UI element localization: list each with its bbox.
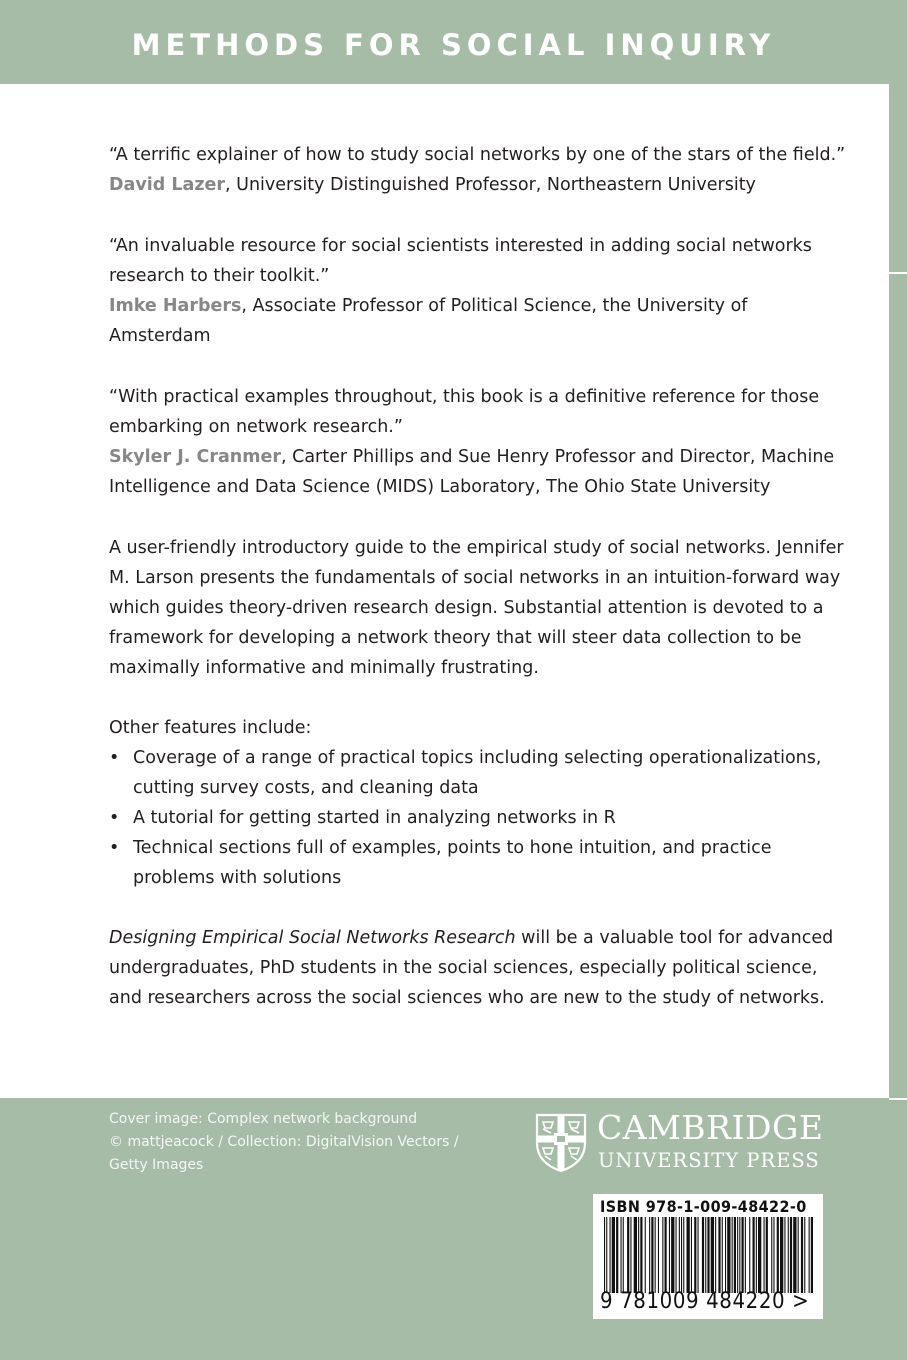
barcode-bar — [669, 1217, 670, 1293]
publisher-name: CAMBRIDGE — [597, 1108, 824, 1147]
barcode-bar — [681, 1217, 682, 1293]
barcode-bars — [604, 1217, 814, 1293]
endorser-name: Imke Harbers — [109, 296, 242, 316]
barcode-bar — [616, 1217, 618, 1293]
university-crest-icon — [535, 1113, 587, 1173]
barcode-bar — [811, 1217, 813, 1293]
barcode-bar — [698, 1217, 699, 1293]
barcode-bar — [725, 1217, 726, 1293]
endorsement — [109, 140, 849, 200]
series-title: METHODS FOR SOCIAL INQUIRY — [131, 28, 776, 62]
barcode-bar — [798, 1217, 799, 1293]
barcode-bar — [780, 1217, 783, 1293]
barcode-bar — [676, 1217, 677, 1293]
endorsement-quote: “An invaluable resource for social scientists interested in adding social networks research to their toolkit.” — [109, 236, 812, 286]
barcode-bar — [739, 1217, 740, 1293]
text-content — [109, 140, 849, 1013]
book-title: Designing Empirical Social Networks Research — [109, 928, 516, 948]
barcode-bar — [793, 1217, 796, 1293]
endorsement-quote: “With practical examples throughout, this book is a definitive reference for those embarking on network research.” — [109, 387, 820, 437]
barcode-bar — [773, 1217, 774, 1293]
closing-text: will be a valuable tool for advanced undergraduates, PhD students in the social sciences, especially political science, and researchers across the social sciences who are new to the study of networks. — [109, 928, 834, 1008]
barcode-bar — [784, 1217, 785, 1293]
barcode-bar — [683, 1217, 684, 1293]
barcode-bar — [734, 1217, 736, 1293]
endorser-name: Skyler J. Cranmer — [109, 447, 281, 467]
barcode-bar — [737, 1217, 738, 1293]
barcode-bar — [649, 1217, 650, 1293]
barcode-bar — [809, 1217, 810, 1293]
barcode-bar — [634, 1217, 637, 1293]
book-description: A user-friendly introductory guide to the empirical study of social networks. Jennifer M. Larson presents the fundamentals of social networks in an intuition-forward way which guides theory-driven research design. Substantial attention is devoted to a framework for developing a network theory that will steer data collection to be maximally informative and minimally frustrating. — [109, 538, 844, 678]
barcode-bar — [687, 1217, 690, 1293]
barcode-bar — [651, 1217, 653, 1293]
barcode-bar — [610, 1217, 611, 1293]
barcode-bar — [758, 1217, 761, 1293]
barcode-bar — [722, 1217, 723, 1293]
publisher-subtitle: UNIVERSITY PRESS — [598, 1149, 820, 1172]
barcode-bar — [790, 1217, 792, 1293]
barcode-bar — [777, 1217, 779, 1293]
cover-credit — [109, 1108, 469, 1177]
back-cover-panel — [0, 84, 889, 1098]
endorser-affiliation: , Carter Phillips and Sue Henry Professor and Director, Machine Intelligence and Data Science (MIDS) Laboratory, The Ohio State University — [109, 447, 835, 497]
endorsement — [109, 382, 849, 502]
barcode-bar — [630, 1217, 631, 1293]
features-intro: Other features include: — [109, 718, 312, 738]
spine-mark — [889, 1098, 907, 1100]
cover-credit-line: © mattjeacock / Collection: DigitalVision Vectors / — [109, 1134, 459, 1150]
barcode-bar — [665, 1217, 667, 1293]
isbn-label: ISBN 978-1-009-48422-0 — [600, 1197, 807, 1216]
barcode-bar — [756, 1217, 757, 1293]
barcode-bar — [718, 1217, 720, 1293]
endorsement-attribution — [109, 291, 849, 351]
cover-credit-line: Cover image: Complex network background — [109, 1111, 418, 1127]
barcode-bar — [702, 1217, 704, 1293]
barcode-bar — [606, 1217, 607, 1293]
endorsement — [109, 231, 849, 351]
barcode-bar — [788, 1217, 789, 1293]
barcode-bar — [707, 1217, 709, 1293]
endorsement-quote: “A terrific explainer of how to study social networks by one of the stars of the field.” — [109, 145, 846, 165]
barcode-bar — [732, 1217, 733, 1293]
barcode-bar — [694, 1217, 696, 1293]
feature-item: • Technical sections full of examples, points to hone intuition, and practice problems with solutions — [109, 833, 849, 893]
barcode-bar — [604, 1217, 605, 1293]
endorser-name: David Lazer — [109, 175, 226, 195]
barcode-bar — [753, 1217, 755, 1293]
barcode-bar — [801, 1217, 803, 1293]
barcode-bar — [715, 1217, 716, 1293]
barcode-bar — [749, 1217, 750, 1293]
barcode-bar — [679, 1217, 680, 1293]
barcode-bar — [742, 1217, 744, 1293]
barcode-bar — [623, 1217, 624, 1293]
barcode-bar — [804, 1217, 805, 1293]
features-list — [109, 743, 849, 893]
isbn-barcode — [593, 1194, 823, 1319]
barcode-bar — [764, 1217, 765, 1293]
barcode-bar — [691, 1217, 692, 1293]
barcode-bar — [705, 1217, 706, 1293]
barcode-bar — [645, 1217, 646, 1293]
barcode-bar — [727, 1217, 730, 1293]
closing-paragraph — [109, 923, 849, 1013]
barcode-digits: 9 781009 484220 > — [600, 1289, 810, 1314]
barcode-bar — [655, 1217, 656, 1293]
barcode-bar — [612, 1217, 615, 1293]
cover-credit-line: Getty Images — [109, 1157, 204, 1173]
endorsement-attribution — [109, 170, 849, 200]
feature-item: • A tutorial for getting started in analyzing networks in R — [109, 803, 849, 833]
endorser-affiliation: , Associate Professor of Political Science, the University of Amsterdam — [109, 296, 748, 346]
spine-mark — [889, 272, 907, 274]
barcode-bar — [658, 1217, 659, 1293]
endorsement-attribution — [109, 442, 849, 502]
publisher-logo — [535, 1108, 835, 1176]
endorser-affiliation: , University Distinguished Professor, Northeastern University — [225, 175, 756, 195]
barcode-bar — [662, 1217, 663, 1293]
barcode-bar — [745, 1217, 746, 1293]
barcode-bar — [640, 1217, 642, 1293]
barcode-bar — [627, 1217, 629, 1293]
barcode-bar — [621, 1217, 622, 1293]
series-band — [0, 0, 907, 84]
barcode-bar — [638, 1217, 639, 1293]
barcode-bar — [671, 1217, 674, 1293]
barcode-bar — [711, 1217, 714, 1293]
feature-item: • Coverage of a range of practical topics including selecting operationalizations, cutting survey costs, and cleaning data — [109, 743, 849, 803]
barcode-bar — [766, 1217, 768, 1293]
barcode-bar — [771, 1217, 772, 1293]
